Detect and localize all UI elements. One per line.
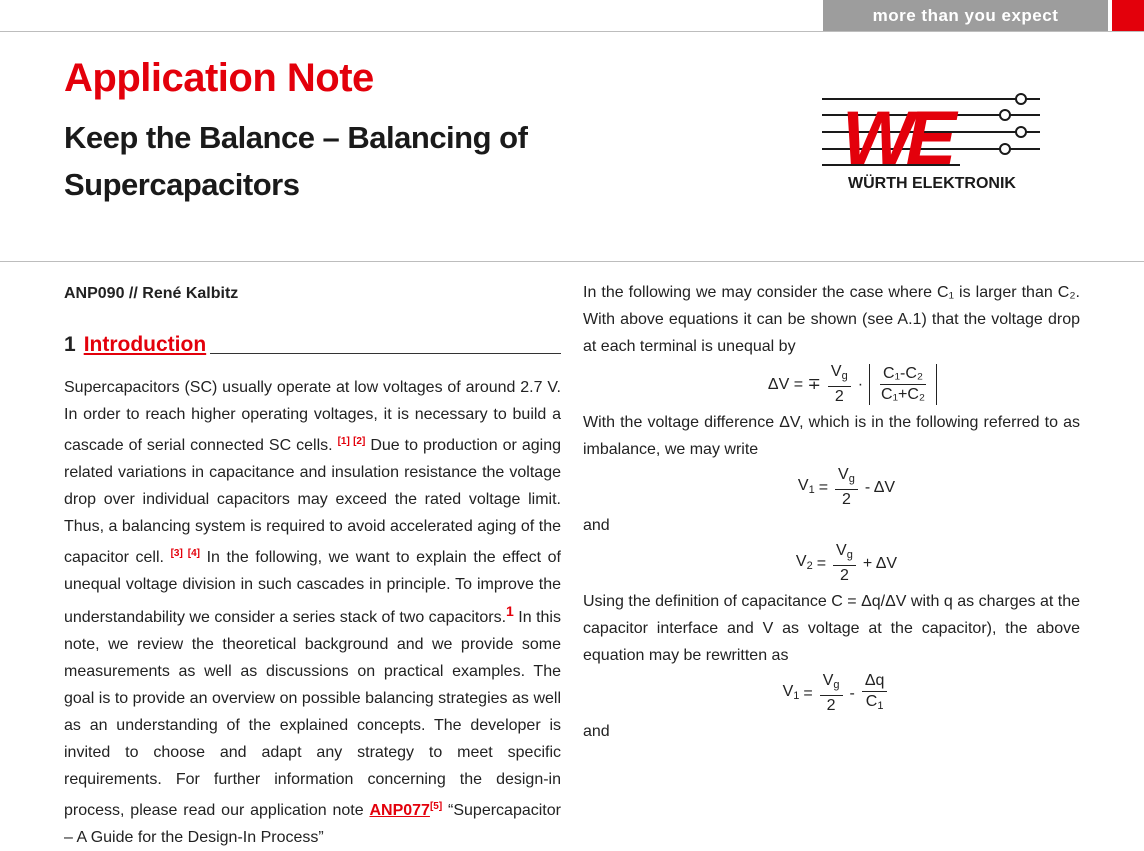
paragraph: Using the definition of capacitance C = Δq/ΔV with q as charges at the capacitor interface and V as voltage at the capacitor), the above equation may be rewritten as [583,593,1080,664]
footnote-marker[interactable]: 1 [506,603,514,619]
reference-link[interactable]: [3] [4] [170,548,200,559]
paragraph: With the voltage difference ΔV, which is in the following referred to as imbalance, we may write [583,414,1080,458]
connector-text: and [583,517,610,534]
paragraph: In the following we may consider the case where C₁ is larger than C₂. With above equations it can be shown (see A.1) that the voltage drop at each terminal is unequal by [583,284,1080,355]
svg-text:WE: WE [842,96,949,181]
left-column [64,280,561,851]
anp077-link[interactable]: ANP077 [369,802,430,819]
right-column [583,279,1080,745]
section-rule [210,353,561,354]
fraction: $\frac{V_g}{2}$ [835,465,858,510]
connector-text: and [583,723,610,740]
page-title: Application Note [64,56,374,100]
section-heading [64,326,561,358]
fraction: $\frac{V_g}{2}$ [833,541,856,586]
reference-link[interactable]: [1] [2] [337,436,366,447]
top-rule [0,31,1144,32]
equation-imbalance: ΔV = ∓ $\frac{V_g}{2}$ · $\frac{\text{C₁-C₂}}{\text{C₁+C₂}}$ [623,362,1080,407]
svg-text:WÜRTH ELEKTRONIK: WÜRTH ELEKTRONIK [848,175,1016,192]
absolute-value: $\frac{\text{C₁-C₂}}{\text{C₁+C₂}}$ [869,364,937,405]
slogan-banner: more than you expect [823,0,1108,31]
wurth-elektronik-logo [820,88,1044,194]
fraction: $\frac{V_g}{2}$ [828,362,851,407]
reference-link[interactable]: [5] [429,801,443,812]
equation-v1: $V_1$ = $\frac{V_g}{2}$ - ΔV [797,466,896,508]
brand-square [1112,0,1144,31]
author-line: ANP090 // René Kalbitz [64,285,239,302]
section-number: 1 [64,333,76,356]
equation-v1-charge: $V_1$ = $\frac{V_g}{2}$ - $\frac{\Delta q}{C_1}$ [593,671,1080,716]
document-subtitle: Keep the Balance – Balancing of Supercapacitors [64,120,528,202]
fraction: $\frac{V_g}{2}$ [820,671,843,716]
section-title: Introduction [83,333,207,356]
header-divider [0,261,1144,262]
fraction: $\frac{\Delta q}{C_1}$ [862,671,888,716]
intro-paragraph: Supercapacitors (SC) usually operate at low voltages of around 2.7 V. In order to reach higher operating voltages, it is necessary to build a cascade of serial connected SC cells. [1] [2] Due to production or aging related variations in capacitance and insulation resistance the voltage drop over individual capacitors may exceed the rated voltage limit. Thus, a balancing system is required to avoid accelerated aging of the capacitor cell. [3] [4] In the following, we want to explain the effect of unequal voltage division in such cascades in principle. To improve the understandability we consider a series stack of two capacitors.1 In this note, we review the theoretical background and we provide some measurements as well as discussions on practical examples. The goal is to provide an overview on possible balancing strategies as well as an understanding of the explained concepts. The developer is invited to choose and adapt any strategy to meet specific requirements. For further information concerning the design-in process, please read our application note ANP077[5] “Supercapacitor – A Guide for the Design-In Process” [64,379,562,846]
equation-v2: $V_2$ = $\frac{V_g}{2}$ + ΔV [795,542,898,584]
